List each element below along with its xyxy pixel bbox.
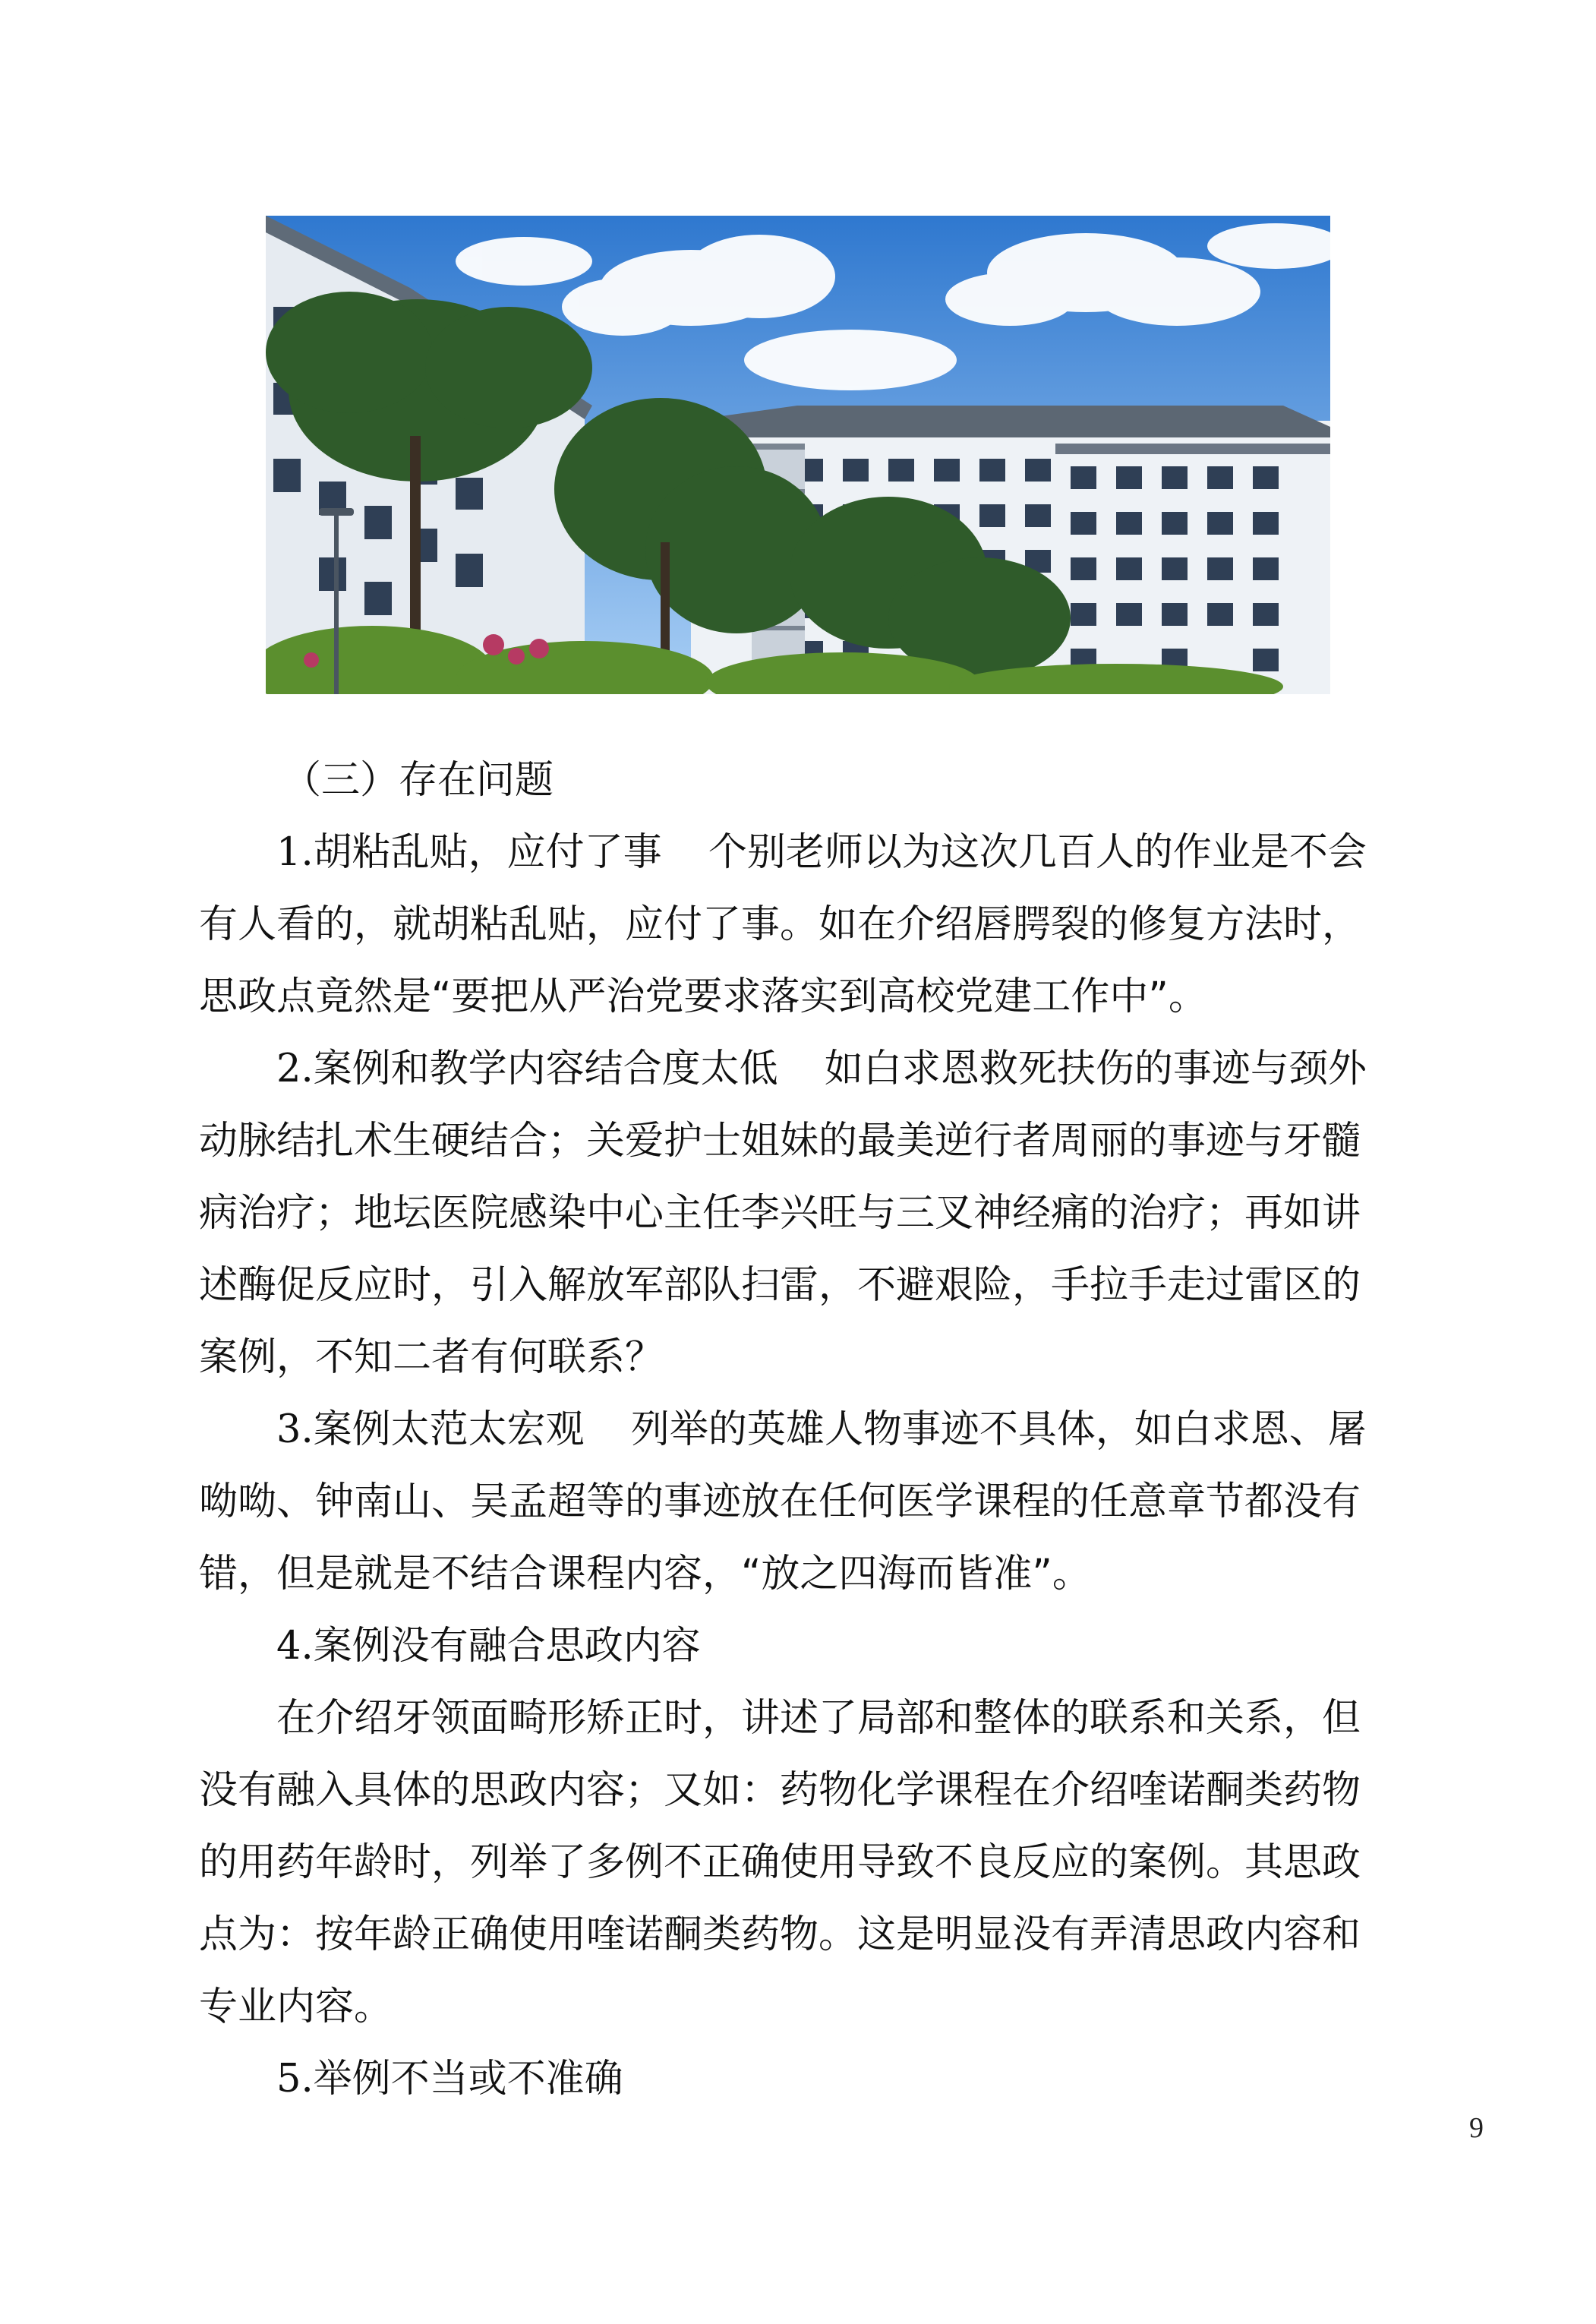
item-1 bbox=[199, 816, 1399, 1033]
item-1-title: 胡粘乱贴，应付了事 bbox=[313, 830, 662, 875]
item-2 bbox=[199, 1033, 1399, 1394]
item-4-body: 在介绍牙领面畸形矫正时，讲述了局部和整体的联系和关系，但没有融入具体的思政内容；又如：药物化学课程在介绍喹诺酮类药物的用药年龄时，列举了多例不正确使用导致不良反应的案例。其思政点为：按年龄正确使用喹诺酮类药物。这是明显没有弄清思政内容和专业内容。 bbox=[199, 1696, 1361, 2029]
document-body bbox=[199, 744, 1399, 2115]
item-2-number: 2. bbox=[276, 1047, 314, 1091]
section-heading: （三）存在问题 bbox=[282, 758, 554, 803]
item-4-heading bbox=[199, 1610, 1399, 1682]
item-3 bbox=[199, 1394, 1399, 1610]
item-3-title: 案例太范太宏观 bbox=[313, 1407, 585, 1452]
item-3-number: 3. bbox=[276, 1407, 314, 1452]
campus-building-photo bbox=[266, 216, 1330, 694]
item-4-title: 案例没有融合思政内容 bbox=[313, 1624, 701, 1669]
item-2-title: 案例和教学内容结合度太低 bbox=[313, 1047, 778, 1091]
page-number: 9 bbox=[1469, 2112, 1484, 2144]
building-photo-illustration bbox=[266, 216, 1330, 694]
item-5-number: 5. bbox=[276, 2057, 314, 2101]
main-roof-eave bbox=[1055, 444, 1330, 454]
item-3-body: 列举的英雄人物事迹不具体，如白求恩、屠呦呦、钟南山、吴孟超等的事迹放在任何医学课程的任意章节都没有错，但是就是不结合课程内容，“放之四海而皆准”。 bbox=[199, 1407, 1367, 1596]
item-1-number: 1. bbox=[276, 830, 314, 875]
item-1-body: 个别老师以为这次几百人的作业是不会有人看的，就胡粘乱贴，应付了事。如在介绍唇腭裂的修复方法时，思政点竟然是“要把从严治党要求落实到高校党建工作中”。 bbox=[199, 830, 1367, 1019]
item-4-number: 4. bbox=[276, 1624, 314, 1669]
item-5-heading bbox=[199, 2043, 1399, 2115]
item-5-title: 举例不当或不准确 bbox=[313, 2057, 623, 2101]
item-2-body: 如白求恩救死扶伤的事迹与颈外动脉结扎术生硬结合；关爱护士姐妹的最美逆行者周丽的事迹与牙髓病治疗；地坛医院感染中心主任李兴旺与三叉神经痛的治疗；再如讲述酶促反应时，引入解放军部队扫雷，不避艰险，手拉手走过雷区的案例，不知二者有何联系？ bbox=[199, 1047, 1367, 1380]
